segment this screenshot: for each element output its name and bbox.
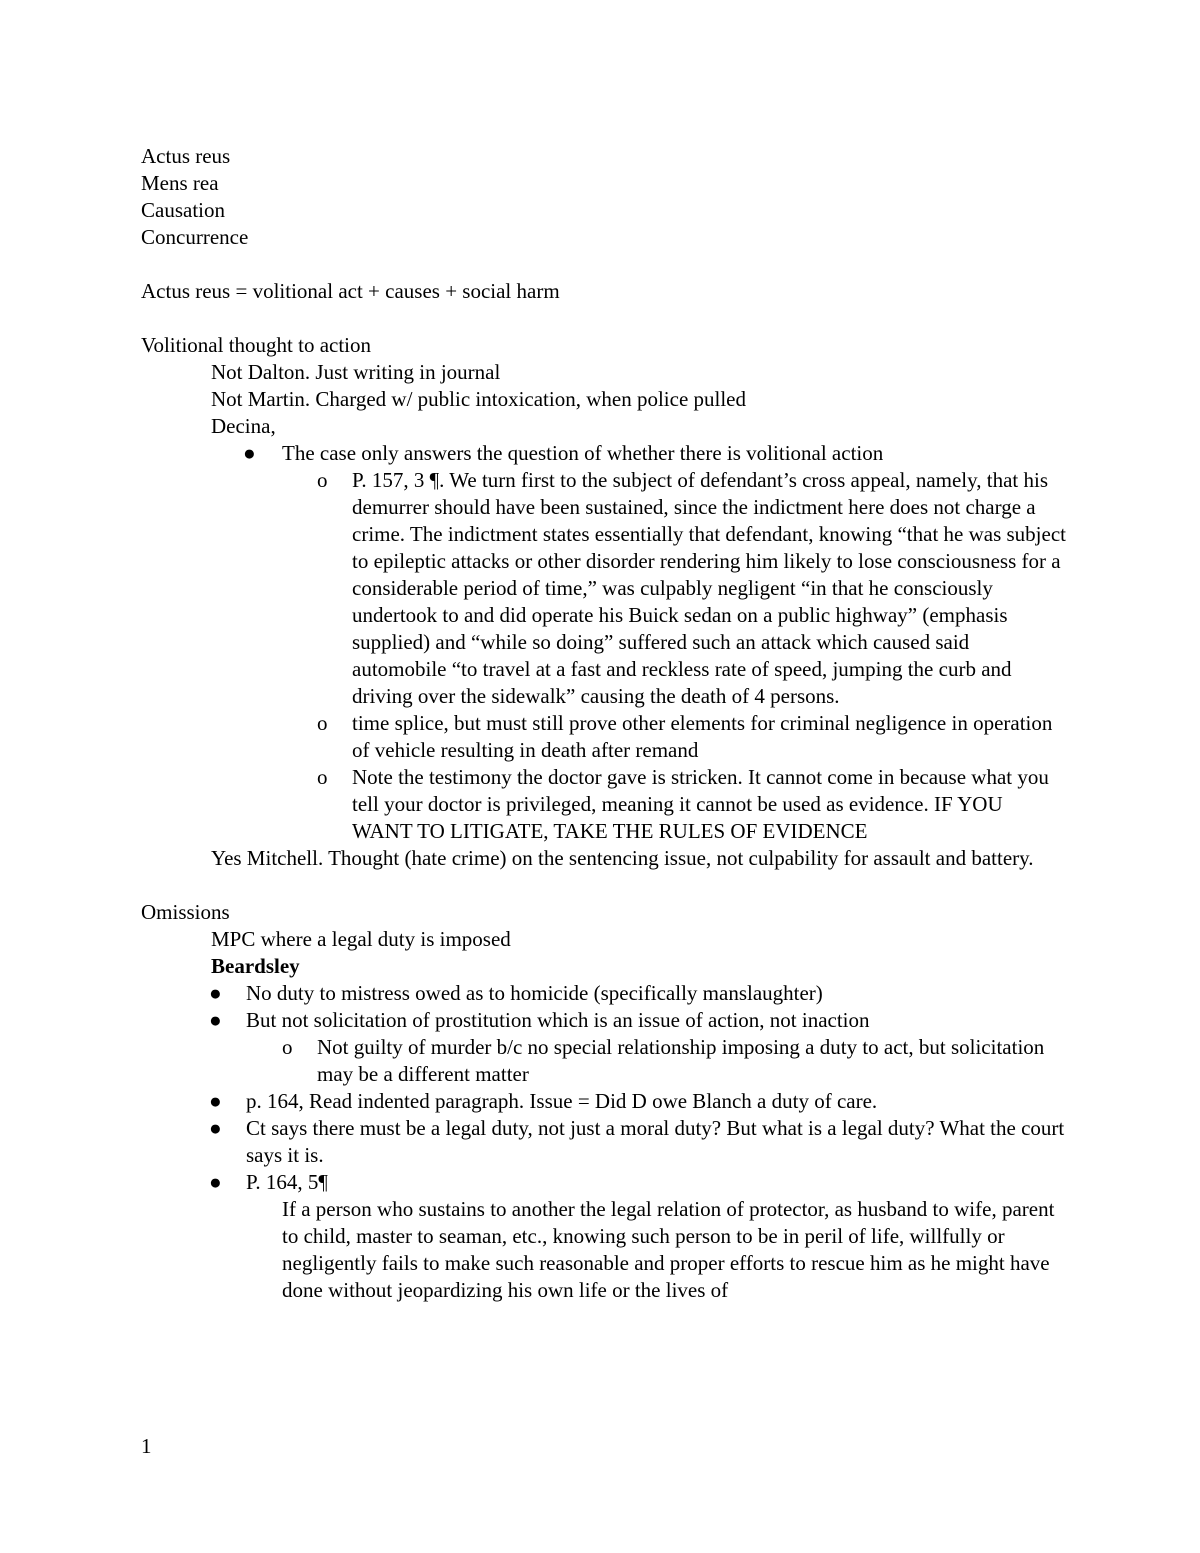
volitional-heading: Volitional thought to action [141,333,372,357]
beardsley-sub-bullet-text: Not guilty of murder b/c no special relationship imposing a duty to act, but solicitation may be a different matter [317,1035,1045,1086]
blank-line [141,251,1066,278]
decina-sub-bullet [141,710,1066,764]
decina-bullet [141,440,1066,467]
outline-item-concurrence: Concurrence [141,225,249,249]
beardsley-bullet-text: p. 164, Read indented paragraph. Issue = Did D owe Blanch a duty of care. [246,1089,878,1113]
mitchell-note: Yes Mitchell. Thought (hate crime) on the sentencing issue, not culpability for assault and battery. [211,846,1034,870]
beardsley-bullet [141,980,1066,1007]
sub-bullet-icon: o [317,711,328,735]
beardsley-bullet-text: Ct says there must be a legal duty, not just a moral duty? But what is a legal duty? What the court says it is. [246,1116,1065,1167]
beardsley-bullet-text: No duty to mistress owed as to homicide (specifically manslaughter) [246,981,823,1005]
indented-quote: If a person who sustains to another the legal relation of protector, as husband to wife, parent to child, master to seaman, etc., knowing such person to be in peril of life, willfully or negligently fails to make such reasonable and proper efforts to rescue him as he might have done without jeopardizing his own life or the lives of [282,1197,1055,1302]
dalton-note: Not Dalton. Just writing in journal [211,360,501,384]
bullet-icon: ● [209,1116,222,1140]
beardsley-sub-bullet [141,1034,1066,1088]
bullet-icon: ● [209,1089,222,1113]
beardsley-bullet-text: But not solicitation of prostitution which is an issue of action, not inaction [246,1008,870,1032]
outline-item-mens-rea: Mens rea [141,171,219,195]
decina-sub-bullet-text: Note the testimony the doctor gave is stricken. It cannot come in because what you tell your doctor is privileged, meaning it cannot be used as evidence. IF YOU WANT TO LITIGATE, TAKE THE RULES OF EVIDENCE [352,765,1049,843]
bullet-icon: ● [243,441,256,465]
beardsley-bullet [141,1115,1066,1169]
actus-reus-definition: Actus reus = volitional act + causes + social harm [141,279,560,303]
sub-bullet-icon: o [282,1035,293,1059]
decina-label: Decina, [211,414,276,438]
omissions-heading: Omissions [141,900,230,924]
sub-bullet-icon: o [317,765,328,789]
decina-bullet-text: The case only answers the question of whether there is volitional action [282,441,884,465]
outline-item-actus-reus: Actus reus [141,144,231,168]
outline-item-causation: Causation [141,198,225,222]
decina-sub-bullet-text: time splice, but must still prove other elements for criminal negligence in operation of vehicle resulting in death after remand [352,711,1053,762]
mpc-note: MPC where a legal duty is imposed [211,927,511,951]
bullet-icon: ● [209,1008,222,1032]
document-body [141,143,1066,1304]
page-number: 1 [141,1434,152,1458]
beardsley-bullet [141,1169,1066,1196]
decina-sub-bullet [141,764,1066,845]
decina-sub-bullet [141,467,1066,710]
bullet-icon: ● [209,981,222,1005]
case-name-beardsley: Beardsley [211,954,300,978]
beardsley-bullet [141,1088,1066,1115]
blank-line [141,305,1066,332]
blank-line [141,872,1066,899]
decina-sub-bullet-text: P. 157, 3 ¶. We turn first to the subject of defendant’s cross appeal, namely, that his demurrer should have been sustained, since the indictment here does not charge a crime. The indictment states essentially that defendant, knowing “that he was subject to epileptic attacks or other disorder rendering him likely to lose consciousness for a considerable period of time,” was culpably negligent “in that he consciously undertook to and did operate his Buick sedan on a public highway” (emphasis supplied) and “while so doing” suffered such an attack which caused said automobile “to travel at a fast and reckless rate of speed, jumping the curb and driving over the sidewalk” causing the death of 4 persons. [352,468,1066,708]
sub-bullet-icon: o [317,468,328,492]
martin-note: Not Martin. Charged w/ public intoxication, when police pulled [211,387,747,411]
bullet-icon: ● [209,1170,222,1194]
beardsley-bullet [141,1007,1066,1034]
beardsley-bullet-text: P. 164, 5¶ [246,1170,328,1194]
